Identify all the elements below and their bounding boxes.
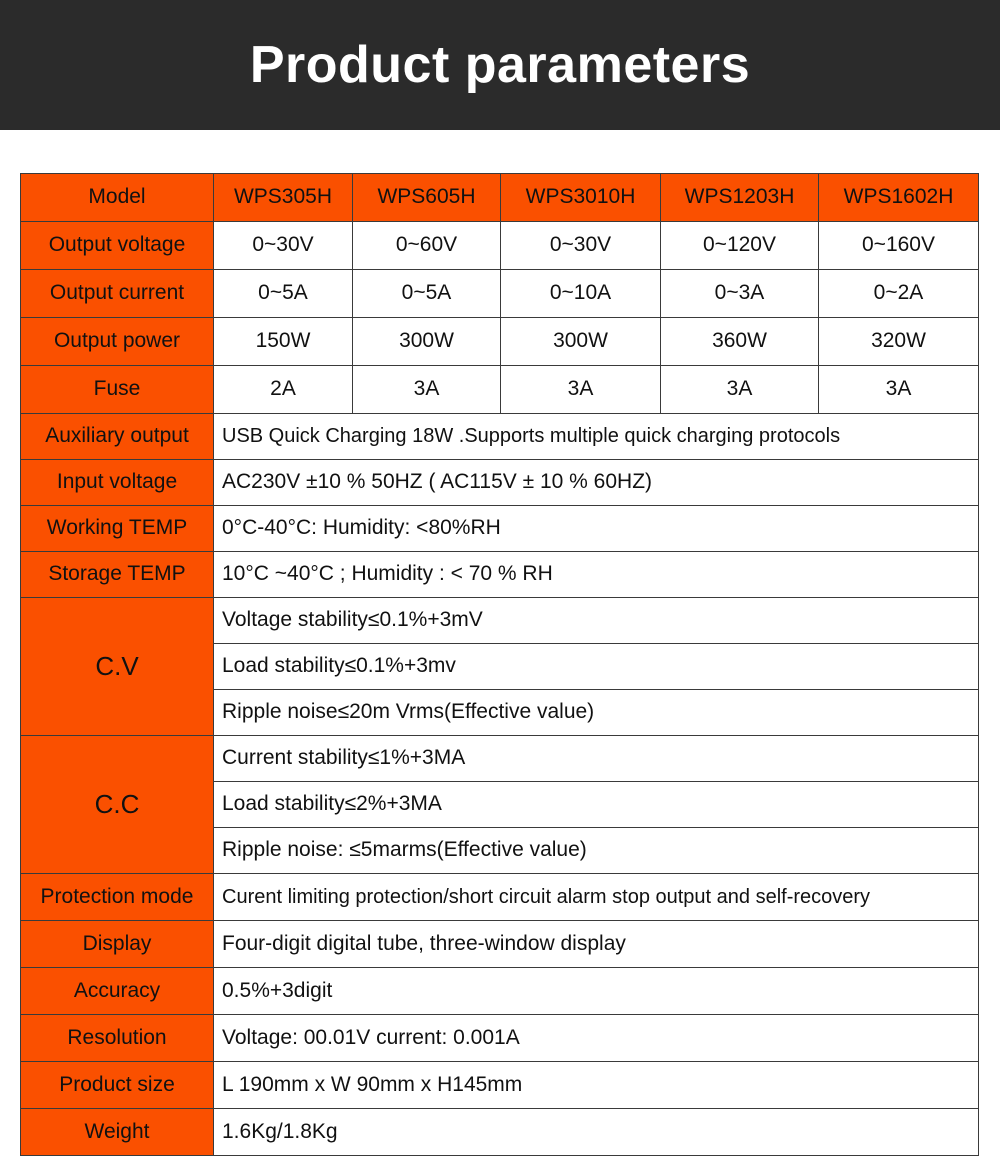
cell-auxiliary-output: USB Quick Charging 18W .Supports multiple quick charging protocols xyxy=(214,414,979,460)
table-row xyxy=(21,1062,979,1109)
header-model-4: WPS1203H xyxy=(661,174,819,222)
cell-weight: 1.6Kg/1.8Kg xyxy=(214,1109,979,1156)
table-row xyxy=(21,552,979,598)
table-row xyxy=(21,1109,979,1156)
cell-output-current-1: 0~5A xyxy=(214,270,353,318)
cell-output-current-2: 0~5A xyxy=(353,270,501,318)
cell-output-voltage-3: 0~30V xyxy=(501,222,661,270)
specs-table-container xyxy=(0,130,1000,1156)
table-row xyxy=(21,874,979,921)
table-row xyxy=(21,222,979,270)
header-model-3: WPS3010H xyxy=(501,174,661,222)
row-label-storage-temp: Storage TEMP xyxy=(21,552,214,598)
row-label-fuse: Fuse xyxy=(21,366,214,414)
header-model-2: WPS605H xyxy=(353,174,501,222)
row-label-accuracy: Accuracy xyxy=(21,968,214,1015)
cell-cc-load-stability: Load stability≤2%+3MA xyxy=(214,782,979,828)
table-row xyxy=(21,318,979,366)
table-row xyxy=(21,1015,979,1062)
cell-fuse-1: 2A xyxy=(214,366,353,414)
cell-input-voltage: AC230V ±10 % 50HZ ( AC115V ± 10 % 60HZ) xyxy=(214,460,979,506)
cell-cv-ripple-noise: Ripple noise≤20m Vrms(Effective value) xyxy=(214,690,979,736)
cell-fuse-4: 3A xyxy=(661,366,819,414)
table-row xyxy=(21,598,979,644)
cell-cc-ripple-noise: Ripple noise: ≤5marms(Effective value) xyxy=(214,828,979,874)
cell-storage-temp: 10°C ~40°C ; Humidity : < 70 % RH xyxy=(214,552,979,598)
cell-output-power-4: 360W xyxy=(661,318,819,366)
cell-accuracy: 0.5%+3digit xyxy=(214,968,979,1015)
row-label-resolution: Resolution xyxy=(21,1015,214,1062)
cell-resolution: Voltage: 00.01V current: 0.001A xyxy=(214,1015,979,1062)
row-label-output-voltage: Output voltage xyxy=(21,222,214,270)
product-parameters-table xyxy=(20,173,979,1156)
row-label-product-size: Product size xyxy=(21,1062,214,1109)
cell-output-power-3: 300W xyxy=(501,318,661,366)
cell-output-voltage-2: 0~60V xyxy=(353,222,501,270)
table-row xyxy=(21,921,979,968)
cell-output-voltage-1: 0~30V xyxy=(214,222,353,270)
row-label-input-voltage: Input voltage xyxy=(21,460,214,506)
table-row xyxy=(21,270,979,318)
cell-fuse-2: 3A xyxy=(353,366,501,414)
table-row xyxy=(21,506,979,552)
row-label-cv: C.V xyxy=(21,598,214,736)
table-header-row xyxy=(21,174,979,222)
table-row xyxy=(21,736,979,782)
cell-display: Four-digit digital tube, three-window display xyxy=(214,921,979,968)
row-label-protection-mode: Protection mode xyxy=(21,874,214,921)
cell-output-power-1: 150W xyxy=(214,318,353,366)
cell-output-power-2: 300W xyxy=(353,318,501,366)
cell-output-power-5: 320W xyxy=(819,318,979,366)
row-label-cc: C.C xyxy=(21,736,214,874)
row-label-weight: Weight xyxy=(21,1109,214,1156)
cell-cv-load-stability: Load stability≤0.1%+3mv xyxy=(214,644,979,690)
cell-protection-mode: Curent limiting protection/short circuit alarm stop output and self-recovery xyxy=(214,874,979,921)
cell-output-current-4: 0~3A xyxy=(661,270,819,318)
row-label-output-current: Output current xyxy=(21,270,214,318)
page-title: Product parameters xyxy=(249,36,751,94)
table-row xyxy=(21,366,979,414)
cell-output-voltage-5: 0~160V xyxy=(819,222,979,270)
cell-product-size: L 190mm x W 90mm x H145mm xyxy=(214,1062,979,1109)
cell-output-current-3: 0~10A xyxy=(501,270,661,318)
header-model-5: WPS1602H xyxy=(819,174,979,222)
header-label-model: Model xyxy=(21,174,214,222)
row-label-display: Display xyxy=(21,921,214,968)
cell-fuse-5: 3A xyxy=(819,366,979,414)
table-row xyxy=(21,968,979,1015)
cell-working-temp: 0°C-40°C: Humidity: <80%RH xyxy=(214,506,979,552)
cell-fuse-3: 3A xyxy=(501,366,661,414)
cell-output-current-5: 0~2A xyxy=(819,270,979,318)
page-header-banner xyxy=(0,0,1000,130)
table-row xyxy=(21,460,979,506)
cell-cv-voltage-stability: Voltage stability≤0.1%+3mV xyxy=(214,598,979,644)
cell-cc-current-stability: Current stability≤1%+3MA xyxy=(214,736,979,782)
row-label-working-temp: Working TEMP xyxy=(21,506,214,552)
table-row xyxy=(21,414,979,460)
cell-output-voltage-4: 0~120V xyxy=(661,222,819,270)
row-label-auxiliary-output: Auxiliary output xyxy=(21,414,214,460)
row-label-output-power: Output power xyxy=(21,318,214,366)
header-model-1: WPS305H xyxy=(214,174,353,222)
